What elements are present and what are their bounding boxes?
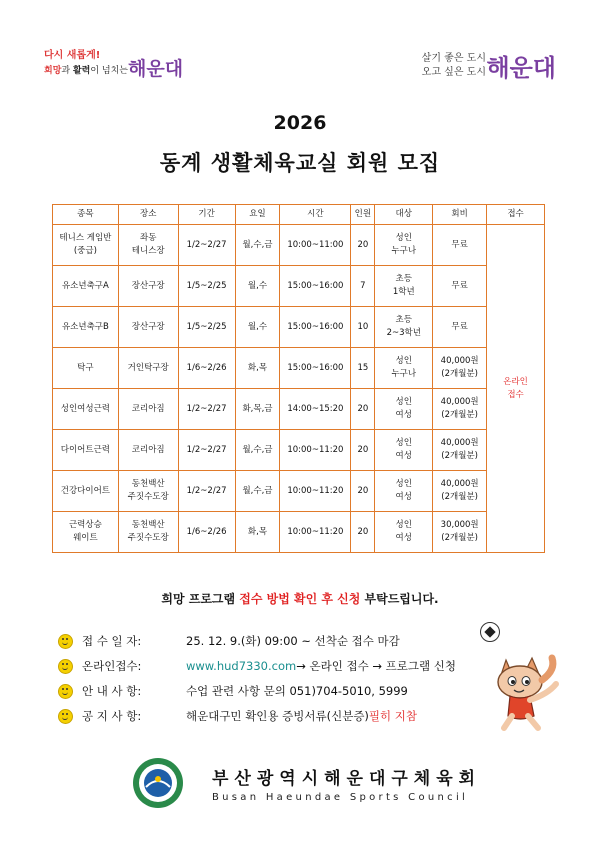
haeundae-city-logo [396, 46, 556, 90]
cell-time: 14:00~15:20 [280, 389, 351, 430]
cell-sport: 테니스 게임반 (중급) [53, 225, 119, 266]
info-row-online: 온라인접수: www.hud7330.com → 온라인 접수 → 프로그램 신청 [58, 658, 456, 674]
cell-days: 월,수,금 [235, 471, 280, 512]
cell-place: 코리아짐 [118, 430, 178, 471]
table-row [53, 471, 545, 512]
cell-days: 월,수,금 [235, 430, 280, 471]
cell-period: 1/2~2/27 [178, 471, 235, 512]
cell-place: 거인탁구장 [118, 348, 178, 389]
cell-target: 성인 여성 [375, 512, 433, 553]
cell-capacity: 20 [351, 225, 375, 266]
cell-sport: 유소년축구B [53, 307, 119, 348]
cell-period: 1/6~2/26 [178, 512, 235, 553]
cell-capacity: 20 [351, 389, 375, 430]
table-row [53, 307, 545, 348]
table-row [53, 348, 545, 389]
cell-fee: 무료 [433, 307, 487, 348]
cell-target: 성인 여성 [375, 430, 433, 471]
cell-time: 15:00~16:00 [280, 266, 351, 307]
cell-capacity: 20 [351, 512, 375, 553]
cell-fee: 무료 [433, 266, 487, 307]
header-time: 시간 [280, 205, 351, 225]
cell-time: 15:00~16:00 [280, 348, 351, 389]
cell-sport: 탁구 [53, 348, 119, 389]
table-row [53, 266, 545, 307]
cell-target: 초등 1학년 [375, 266, 433, 307]
header-fee: 회비 [433, 205, 487, 225]
cell-registration: 온라인 접수 [487, 225, 545, 553]
cell-capacity: 20 [351, 471, 375, 512]
slogan-line-2: 희망과 활력이 넘치는 [44, 66, 128, 76]
left-brand-mark: 해운대 [128, 58, 184, 80]
cell-days: 화,목 [235, 512, 280, 553]
cell-place: 코리아짐 [118, 389, 178, 430]
smiley-icon [58, 709, 73, 724]
cell-fee: 40,000원 (2개월분) [433, 389, 487, 430]
cell-capacity: 7 [351, 266, 375, 307]
page-title: 동계 생활체육교실 회원 모집 [159, 151, 441, 175]
cell-fee: 40,000원 (2개월분) [433, 348, 487, 389]
cell-target: 성인 누구나 [375, 348, 433, 389]
info-row-date: 접 수 일 자: 25. 12. 9.(화) 09:00 ~ 선착순 접수 마감 [58, 633, 400, 649]
smiley-icon [58, 684, 73, 699]
cell-fee: 무료 [433, 225, 487, 266]
cell-target: 초등 2~3학년 [375, 307, 433, 348]
cell-fee: 30,000원 (2개월분) [433, 512, 487, 553]
cell-fee: 40,000원 (2개월분) [433, 471, 487, 512]
cell-days: 화,목,금 [235, 389, 280, 430]
cell-period: 1/5~2/25 [178, 266, 235, 307]
table-row [53, 430, 545, 471]
cell-place: 좌동 테니스장 [118, 225, 178, 266]
info-row-contact: 안 내 사 항: 수업 관련 사항 문의 051)704-5010, 5999 [58, 683, 408, 699]
table-header-row [53, 205, 545, 225]
program-schedule-table [52, 204, 545, 553]
cell-period: 1/2~2/27 [178, 225, 235, 266]
cell-place: 동천백산 주짓수도장 [118, 471, 178, 512]
cell-capacity: 20 [351, 430, 375, 471]
cell-place: 동천백산 주짓수도장 [118, 512, 178, 553]
organization-name-korean: 부산광역시해운대구체육회 [212, 769, 482, 789]
info-row-notice: 공 지 사 항: 해운대구민 확인용 증빙서류(신분증) 필히 지참 [58, 708, 417, 724]
cell-days: 월,수 [235, 266, 280, 307]
haeundae-slogan-logo [44, 46, 204, 86]
smiley-icon [58, 659, 73, 674]
cell-period: 1/2~2/27 [178, 389, 235, 430]
cell-place: 장산구장 [118, 307, 178, 348]
cell-period: 1/2~2/27 [178, 430, 235, 471]
cell-time: 10:00~11:20 [280, 512, 351, 553]
cell-capacity: 15 [351, 348, 375, 389]
table-row [53, 389, 545, 430]
cell-sport: 근력상승 웨이트 [53, 512, 119, 553]
table-row [53, 512, 545, 553]
mascot-illustration [492, 650, 564, 732]
header-target: 대상 [375, 205, 433, 225]
cell-place: 장산구장 [118, 266, 178, 307]
cell-days: 화,목 [235, 348, 280, 389]
soccer-ball-icon [480, 622, 500, 642]
city-slogan: 살기 좋은 도시 오고 싶은 도시 [421, 53, 486, 78]
slogan-line-1: 다시 새롭게! [44, 50, 101, 61]
cell-target: 성인 여성 [375, 389, 433, 430]
cell-days: 월,수,금 [235, 225, 280, 266]
cell-sport: 건강다이어트 [53, 471, 119, 512]
notice-text: 희망 프로그램 접수 방법 확인 후 신청 부탁드립니다. [161, 592, 439, 606]
cell-time: 15:00~16:00 [280, 307, 351, 348]
cell-target: 성인 여성 [375, 471, 433, 512]
cell-period: 1/6~2/26 [178, 348, 235, 389]
header-days: 요일 [235, 205, 280, 225]
cell-time: 10:00~11:20 [280, 471, 351, 512]
cell-period: 1/5~2/25 [178, 307, 235, 348]
header-sport: 종목 [53, 205, 119, 225]
sports-council-emblem [132, 757, 184, 809]
cell-sport: 다이어트근력 [53, 430, 119, 471]
right-brand-mark: 해운대 [486, 53, 556, 82]
cell-sport: 성인여성근력 [53, 389, 119, 430]
smiley-icon [58, 634, 73, 649]
organization-name-english: Busan Haeundae Sports Council [212, 792, 469, 803]
header-registration: 접수 [487, 205, 545, 225]
cell-days: 월,수 [235, 307, 280, 348]
website-link[interactable]: www.hud7330.com [186, 659, 297, 673]
cell-time: 10:00~11:20 [280, 430, 351, 471]
header-place: 장소 [118, 205, 178, 225]
cell-sport: 유소년축구A [53, 266, 119, 307]
header-period: 기간 [178, 205, 235, 225]
table-row [53, 225, 545, 266]
cell-fee: 40,000원 (2개월분) [433, 430, 487, 471]
header-capacity: 인원 [351, 205, 375, 225]
cell-target: 성인 누구나 [375, 225, 433, 266]
year-heading: 2026 [273, 112, 327, 134]
cell-capacity: 10 [351, 307, 375, 348]
cell-time: 10:00~11:00 [280, 225, 351, 266]
